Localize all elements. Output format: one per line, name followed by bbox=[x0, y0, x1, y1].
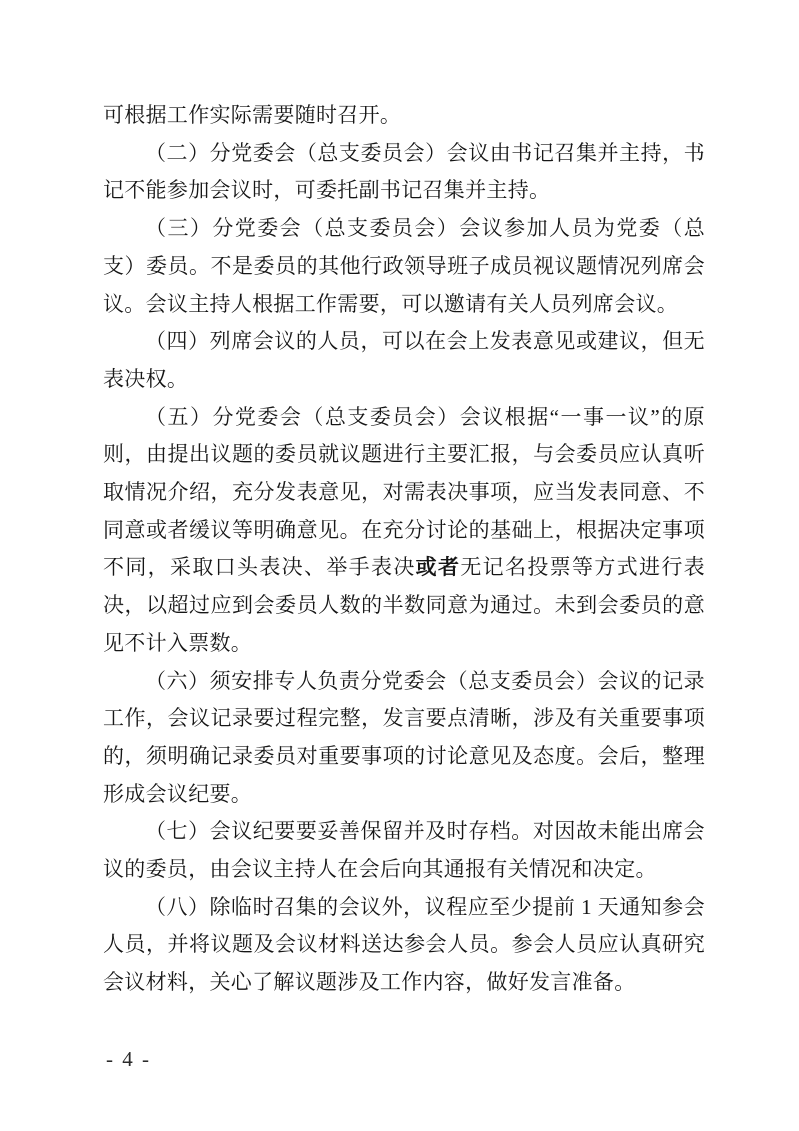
para-item-7 bbox=[103, 813, 705, 888]
para-item-8 bbox=[103, 889, 705, 1002]
text-run: （三）分党委会（总支委员会）会议参加人员为党委（总支）委员。不是委员的其他行政领导班子成员视议题情况列席会议。会议主持人根据工作需要，可以邀请有关人员列席会议。 bbox=[103, 216, 705, 316]
text-run: （五）分党委会（总支委员会）会议根据“一事一议”的原则，由提出议题的委员就议题进行主要汇报，与会委员应认真听取情况介绍，充分发表意见，对需表决事项，应当发表同意、不同意或者缓议等明确意见。在充分讨论的基础上，根据决定事项不同，采取口头表决、举手表决 bbox=[103, 404, 705, 580]
page-number: - 4 - bbox=[106, 1047, 151, 1071]
bold-text-run: 或者 bbox=[415, 555, 461, 580]
para-continuation bbox=[103, 97, 705, 135]
text-run: 可根据工作实际需要随时召开。 bbox=[103, 103, 402, 127]
text-run: （二）分党委会（总支委员会）会议由书记召集并主持，书记不能参加会议时，可委托副书记召集并主持。 bbox=[103, 140, 705, 203]
text-run: （六）须安排专人负责分党委会（总支委员会）会议的记录工作，会议记录要过程完整，发言要点清晰，涉及有关重要事项的，须明确记录委员对重要事项的讨论意见及态度。会后，整理形成会议纪要。 bbox=[103, 668, 705, 806]
text-run: 无记名投票等方式进行表决，以超过应到会委员人数的半数同意为通过。未到会委员的意见不计入票数。 bbox=[103, 555, 705, 655]
text-run: （四）列席会议的人员，可以在会上发表意见或建议，但无表决权。 bbox=[103, 329, 705, 391]
text-run: （八）除临时召集的会议外，议程应至少提前 1 天通知参会人员，并将议题及会议材料送达参会人员。参会人员应认真研究会议材料，关心了解议题涉及工作内容，做好发言准备。 bbox=[103, 894, 705, 995]
para-item-4 bbox=[103, 323, 705, 398]
para-item-3 bbox=[103, 210, 705, 323]
para-item-2 bbox=[103, 135, 705, 210]
text-run: （七）会议纪要要妥善保留并及时存档。对因故未能出席会议的委员，由会议主持人在会后向其通报有关情况和决定。 bbox=[103, 819, 705, 882]
document-body bbox=[103, 97, 705, 1002]
para-item-6 bbox=[103, 663, 705, 814]
para-item-5 bbox=[103, 399, 705, 663]
